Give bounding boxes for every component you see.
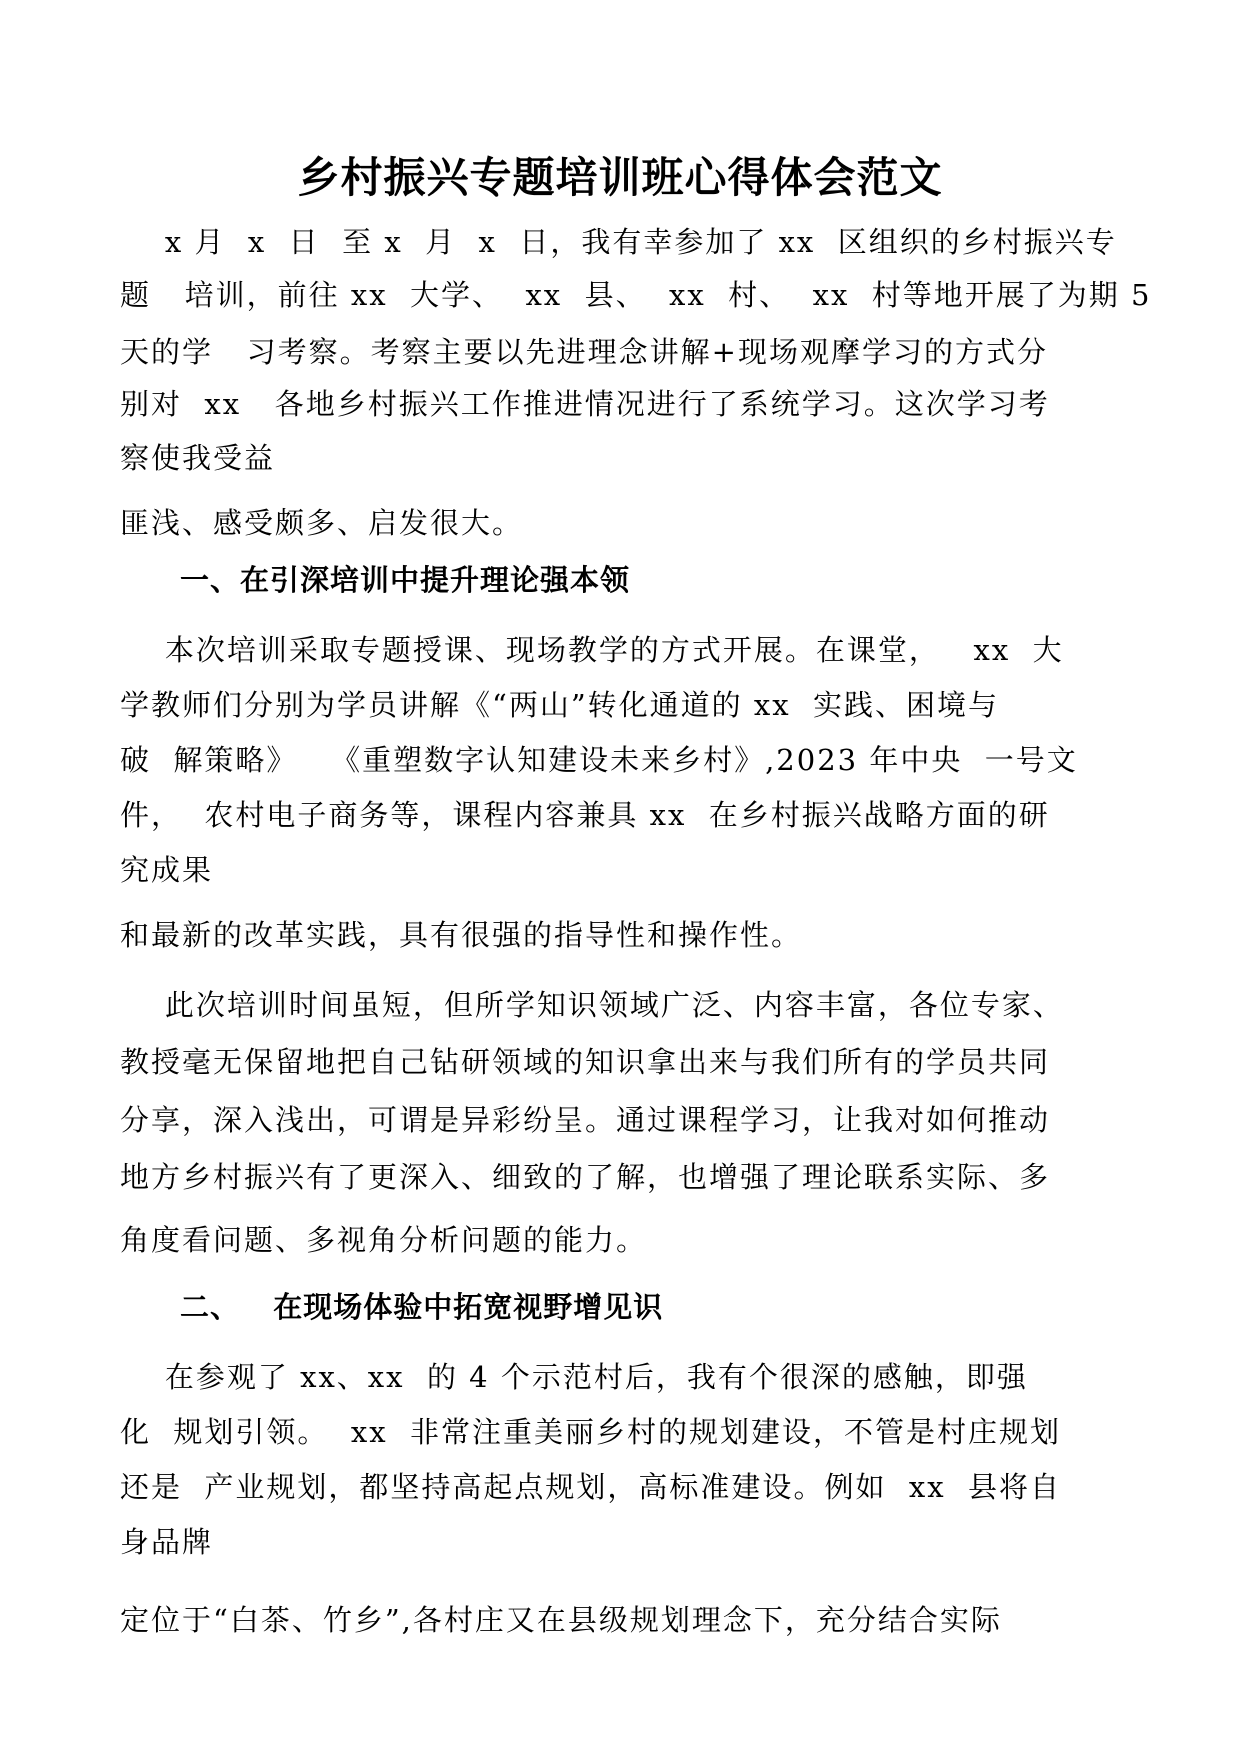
intro-line-4: 别对 xx 各地乡村振兴工作推进情况进行了系统学习。这次学习考 (120, 387, 1050, 421)
intro-line-1: x 月 x 日 至 x 月 x 日，我有幸参加了 xx 区组织的乡村振兴专 (120, 225, 1117, 259)
document-title: 乡村振兴专题培训班心得体会范文 (297, 153, 943, 202)
section-2-para-1-line-5: 定位于“白茶、竹乡”,各村庄又在县级规划理念下，充分结合实际 (120, 1603, 1002, 1637)
section-1-para-2-line-2: 教授毫无保留地把自己钻研领域的知识拿出来与我们所有的学员共同 (120, 1045, 1051, 1079)
section-1-para-2-line-3: 分享，深入浅出，可谓是异彩纷呈。通过课程学习，让我对如何推动 (120, 1103, 1051, 1137)
section-1-para-1-line-6: 和最新的改革实践，具有很强的指导性和操作性。 (120, 918, 803, 952)
section-1-heading: 一、在引深培训中提升理论强本领 (180, 563, 631, 597)
section-1-para-2-line-1: 此次培训时间虽短，但所学知识领域广泛、内容丰富，各位专家、 (120, 988, 1064, 1022)
section-1-para-1-line-2: 学教师们分别为学员讲解《“两山”转化通道的 xx 实践、困境与 (120, 688, 1000, 722)
intro-line-3: 天的学 习考察。考察主要以先进理念讲解+现场观摩学习的方式分 (120, 335, 1048, 369)
section-2-heading: 二、 在现场体验中拓宽视野增见识 (180, 1290, 664, 1324)
section-1-para-2-line-4: 地方乡村振兴有了更深入、细致的了解，也增强了理论联系实际、多 (120, 1160, 1051, 1194)
section-2-para-1-line-1: 在参观了 xx、xx 的 4 个示范村后，我有个很深的感触，即强 (120, 1360, 1028, 1394)
section-1-para-1-line-5: 究成果 (120, 853, 214, 887)
section-1-para-1-line-4: 件， 农村电子商务等，课程内容兼具 xx 在乡村振兴战略方面的研 (120, 798, 1050, 832)
section-2-para-1-line-4: 身品牌 (120, 1525, 214, 1559)
intro-line-2: 题 培训，前往 xx 大学、 xx 县、 xx 村、 xx 村等地开展了为期 5 (120, 278, 1152, 312)
section-1-para-2-line-5: 角度看问题、多视角分析问题的能力。 (120, 1223, 648, 1257)
section-2-para-1-line-3: 还是 产业规划，都坚持高起点规划，高标准建设。例如 xx 县将自 (120, 1470, 1062, 1504)
section-1-para-1-line-1: 本次培训采取专题授课、现场教学的方式开展。在课堂， xx 大 (120, 633, 1064, 667)
intro-line-5: 察使我受益 (120, 441, 276, 475)
intro-line-6: 匪浅、感受颇多、启发很大。 (120, 506, 524, 540)
section-2-para-1-line-2: 化 规划引领。 xx 非常注重美丽乡村的规划建设，不管是村庄规划 (120, 1415, 1062, 1449)
section-1-para-1-line-3: 破 解策略》 《重塑数字认知建设未来乡村》,2023 年中央 一号文 (120, 743, 1078, 777)
